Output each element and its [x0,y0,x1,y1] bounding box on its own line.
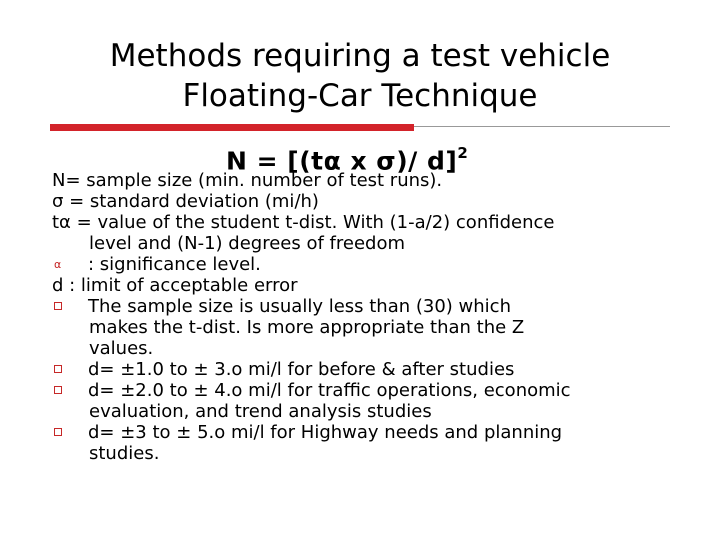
definition-sigma: σ = standard deviation (mi/h) [52,191,319,212]
title-divider-line [414,126,670,127]
title-accent-bar [50,124,414,131]
bullet-1-line-3: values. [89,338,154,359]
bullet-3-line-2: evaluation, and trend analysis studies [89,401,432,422]
bullet-3-line-1: d= ±2.0 to ± 4.o mi/l for traffic operations, economic [88,380,571,401]
square-bullet-icon [54,365,62,373]
bullet-4-line-2: studies. [89,443,160,464]
bullet-item-traffic-operations [52,380,692,422]
formula-text: N = [(tα x σ)/ d] [226,146,458,176]
bullet-item-before-after [52,359,692,380]
title-line-1: Methods requiring a test vehicle [109,38,611,74]
square-bullet-icon [54,302,62,310]
bullet-1-line-1: The sample size is usually less than (30) which [88,296,511,317]
slide-body [52,170,692,464]
bullet-item-highway-needs [52,422,692,464]
definition-t-line-2: level and (N-1) degrees of freedom [89,233,406,254]
square-bullet-icon [54,428,62,436]
bullet-1-line-2: makes the t-dist. Is more appropriate than the Z [89,317,525,338]
title-line-2: Floating-Car Technique [182,78,538,114]
square-bullet-icon [54,386,62,394]
definition-t-line-1: tα = value of the student t-dist. With (1-a/2) confidence [52,212,555,233]
formula-exponent: 2 [457,144,469,162]
bullet-2-line-1: d= ±1.0 to ± 3.o mi/l for before & after studies [88,359,515,380]
definition-alpha-text: : significance level. [88,254,261,275]
alpha-bullet-icon: α [54,258,62,271]
slide-title [40,36,680,116]
bullet-4-line-1: d= ±3 to ± 5.o mi/l for Highway needs and planning [88,422,563,443]
definition-n: N= sample size (min. number of test runs). [52,170,443,191]
definition-t-alpha [52,212,692,254]
bullet-item-sample-size [52,296,692,359]
definition-alpha [52,254,692,275]
definition-d: d : limit of acceptable error [52,275,298,296]
